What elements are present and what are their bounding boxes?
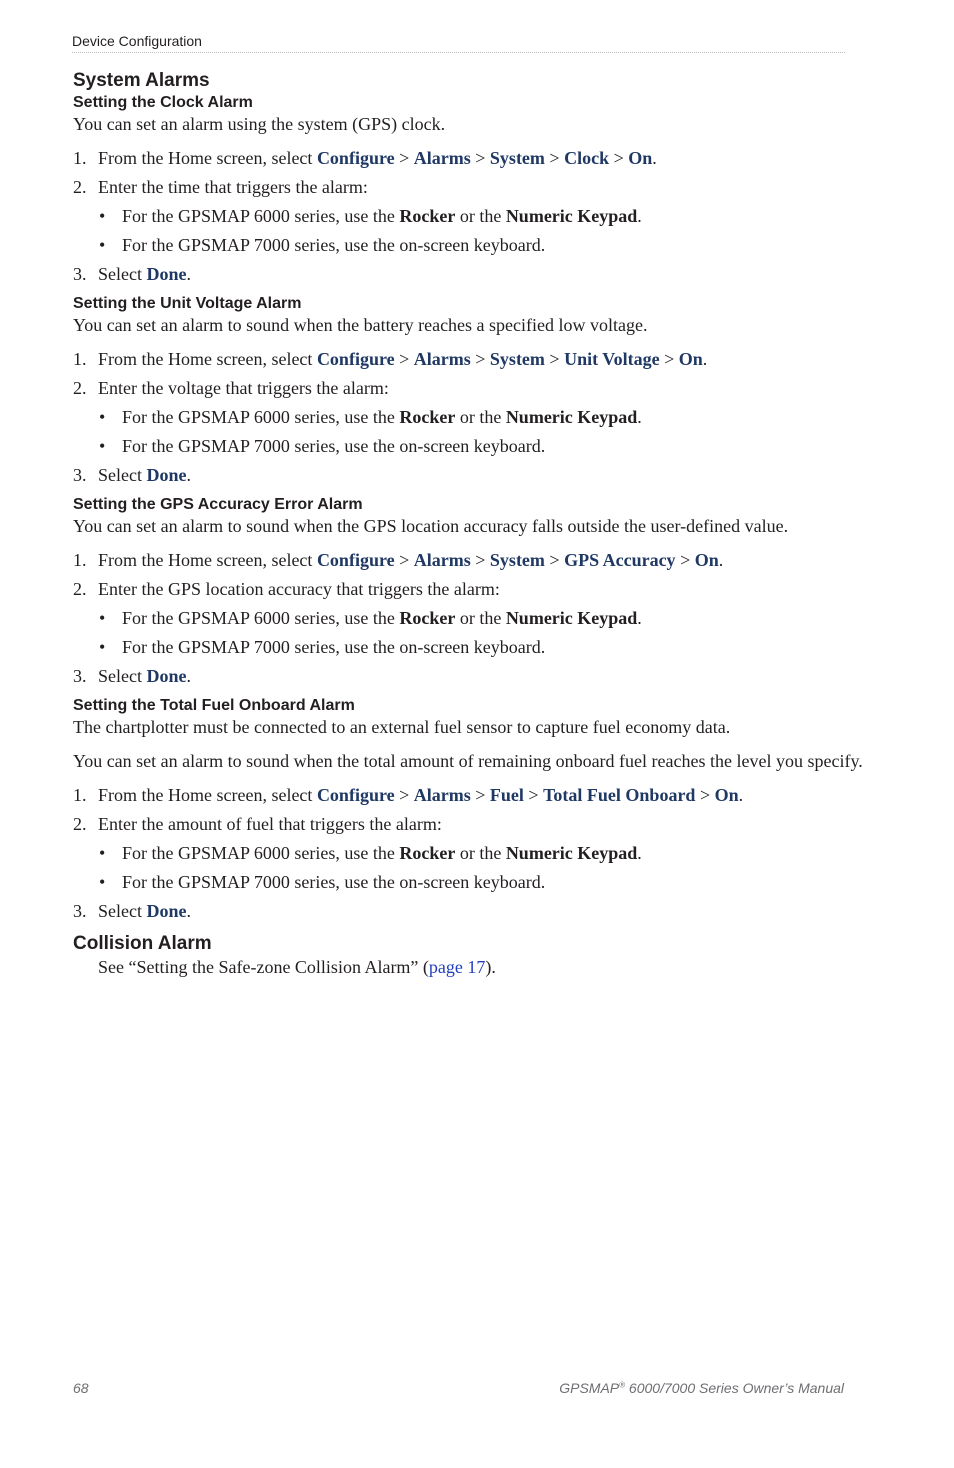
- menu-path-item: Unit Voltage: [564, 349, 660, 369]
- intro-text-2: You can set an alarm to sound when the total amount of remaining onboard fuel reaches the level you specify.: [73, 751, 863, 771]
- menu-path-item: On: [694, 550, 719, 570]
- bullet-item: • For the GPSMAP 6000 series, use the Rocker or the Numeric Keypad.: [99, 608, 642, 628]
- page-link[interactable]: page 17: [428, 957, 486, 977]
- step-3: 3. Select Done.: [73, 465, 191, 485]
- menu-path-item: Alarms: [413, 148, 471, 168]
- step-1: 1. From the Home screen, select Configure > Alarms > System > Clock > On.: [73, 148, 657, 168]
- step-2: 2. Enter the amount of fuel that triggers the alarm:: [73, 814, 442, 834]
- bullet-item: • For the GPSMAP 7000 series, use the on-screen keyboard.: [99, 235, 546, 255]
- menu-path-item: GPS Accuracy: [564, 550, 676, 570]
- section-title-collision: Collision Alarm: [73, 933, 212, 954]
- menu-path-item: Configure: [316, 148, 395, 168]
- step-2: 2. Enter the voltage that triggers the alarm:: [73, 378, 389, 398]
- clock-alarm-section: [73, 93, 863, 285]
- menu-path-item: Total Fuel Onboard: [543, 785, 696, 805]
- bullet-item: • For the GPSMAP 6000 series, use the Rocker or the Numeric Keypad.: [99, 407, 642, 427]
- intro-text: You can set an alarm using the system (GPS) clock.: [73, 114, 446, 134]
- menu-path-item: Configure: [316, 785, 395, 805]
- step-1: 1. From the Home screen, select Configure > Alarms > Fuel > Total Fuel Onboard > On.: [73, 785, 744, 805]
- menu-path-item: System: [489, 148, 545, 168]
- menu-path-item: Configure: [316, 550, 395, 570]
- menu-path-item: System: [489, 349, 545, 369]
- step-3: 3. Select Done.: [73, 901, 191, 921]
- step-2: 2. Enter the time that triggers the alarm:: [73, 177, 368, 197]
- menu-path-item: Fuel: [489, 785, 524, 805]
- bullet-item: • For the GPSMAP 6000 series, use the Rocker or the Numeric Keypad.: [99, 843, 642, 863]
- menu-path-item: Alarms: [413, 550, 471, 570]
- manual-title: GPSMAP® 6000/7000 Series Owner’s Manual: [559, 1380, 844, 1396]
- step-3: 3. Select Done.: [73, 666, 191, 686]
- intro-text: You can set an alarm to sound when the battery reaches a specified low voltage.: [73, 315, 648, 335]
- menu-path-item: On: [628, 148, 653, 168]
- step-3: 3. Select Done.: [73, 264, 191, 284]
- subsection-title: Setting the Clock Alarm: [73, 94, 253, 111]
- intro-text: The chartplotter must be connected to an external fuel sensor to capture fuel economy data.: [73, 717, 731, 737]
- step-2: 2. Enter the GPS location accuracy that triggers the alarm:: [73, 579, 500, 599]
- intro-text: You can set an alarm to sound when the GPS location accuracy falls outside the user-defined value.: [73, 516, 789, 536]
- collision-alarm-section: [73, 932, 863, 978]
- menu-path-item: Alarms: [413, 785, 471, 805]
- menu-path-item: Configure: [316, 349, 395, 369]
- gps-accuracy-alarm-section: [73, 495, 863, 687]
- header-divider: [72, 52, 845, 53]
- subsection-title: Setting the Unit Voltage Alarm: [73, 295, 302, 312]
- bullet-item: • For the GPSMAP 7000 series, use the on-screen keyboard.: [99, 436, 546, 456]
- bullet-item: • For the GPSMAP 7000 series, use the on-screen keyboard.: [99, 637, 546, 657]
- step-1: 1. From the Home screen, select Configure > Alarms > System > Unit Voltage > On.: [73, 349, 708, 369]
- menu-path-item: On: [714, 785, 739, 805]
- menu-path-item: On: [678, 349, 703, 369]
- step-1: 1. From the Home screen, select Configure > Alarms > System > GPS Accuracy > On.: [73, 550, 724, 570]
- menu-path-item: Alarms: [413, 349, 471, 369]
- subsection-title: Setting the Total Fuel Onboard Alarm: [73, 697, 355, 714]
- menu-path-item: System: [489, 550, 545, 570]
- fuel-alarm-section: [73, 696, 863, 922]
- bullet-item: • For the GPSMAP 6000 series, use the Rocker or the Numeric Keypad.: [99, 206, 642, 226]
- running-header: Device Configuration: [72, 33, 202, 49]
- section-title-system-alarms: System Alarms: [73, 70, 210, 91]
- page-number: 68: [73, 1380, 89, 1396]
- menu-path-item: Clock: [564, 148, 610, 168]
- collision-text: See “Setting the Safe-zone Collision Alarm” (page 17).: [98, 957, 496, 977]
- voltage-alarm-section: [73, 294, 863, 486]
- bullet-item: • For the GPSMAP 7000 series, use the on-screen keyboard.: [99, 872, 546, 892]
- subsection-title: Setting the GPS Accuracy Error Alarm: [73, 496, 363, 513]
- page-content: [73, 69, 863, 978]
